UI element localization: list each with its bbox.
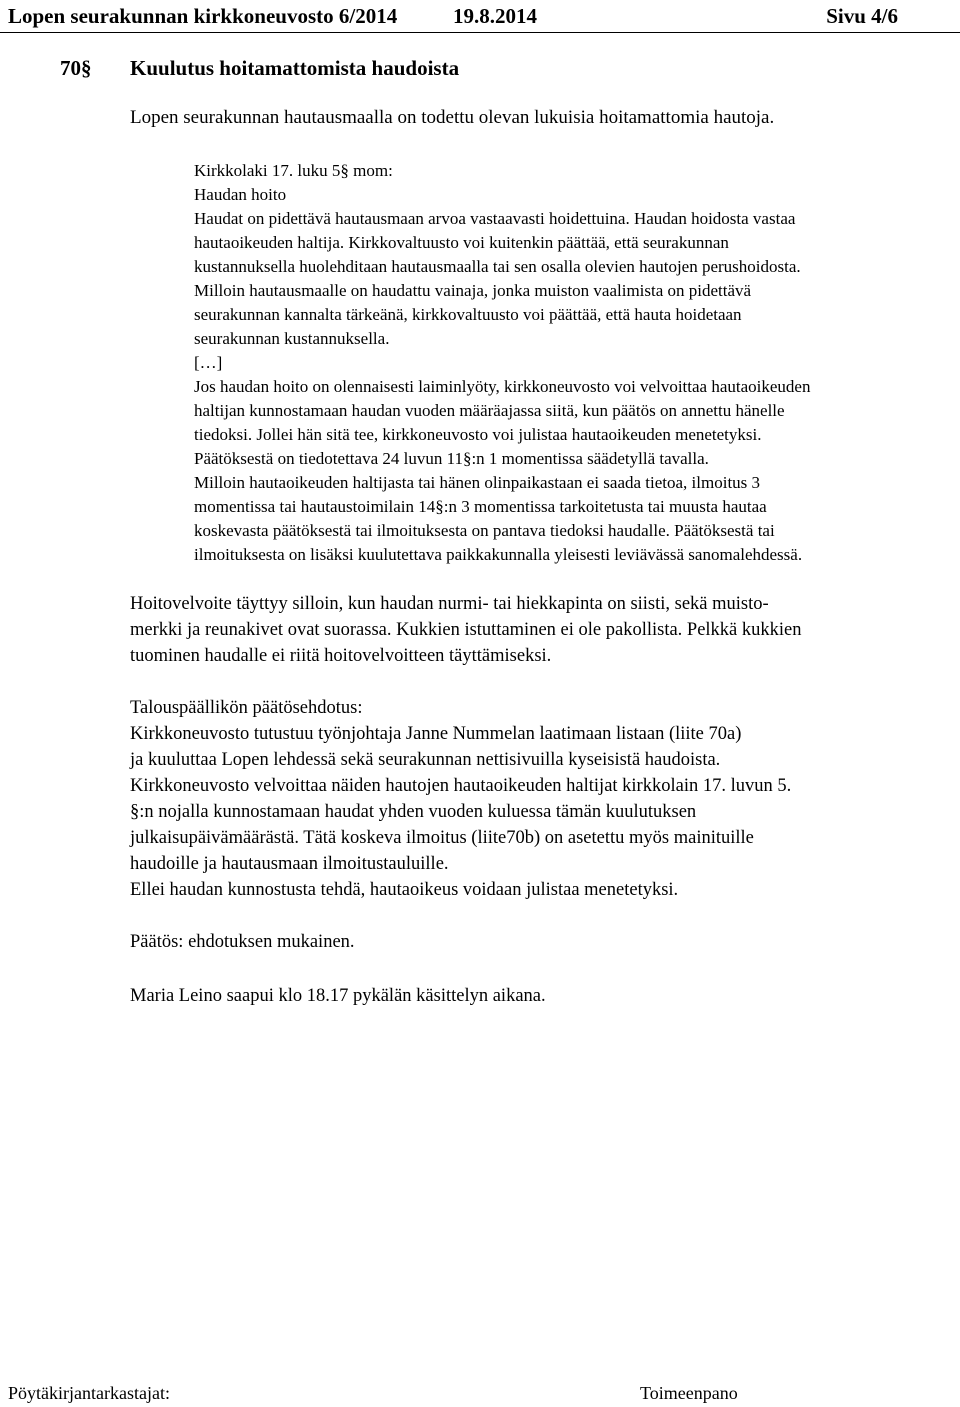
quote-line: Jos haudan hoito on olennaisesti laiminlyöty, kirkkoneuvosto voi velvoittaa hautaoikeuden [194, 377, 811, 396]
paragraph-line: Hoitovelvoite täyttyy silloin, kun haudan nurmi- tai hiekkapinta on siisti, sekä muisto- [130, 594, 769, 614]
quote-line: haltijan kunnostamaan haudan vuoden määräajassa siitä, kun päätös on annettu hänelle [194, 401, 785, 420]
maintenance-paragraph [130, 591, 955, 669]
paragraph-line: merkki ja reunakivet ovat suorassa. Kukkien istuttaminen ei ole pakollista. Pelkkä kukkien [130, 620, 802, 640]
quote-line: […] [194, 353, 223, 372]
paragraph-line: Kirkkoneuvosto tutustuu työnjohtaja Janne Nummelan laatimaan listaan (liite 70a) [130, 724, 742, 744]
quote-line: koskevasta päätöksestä tai ilmoituksesta on pantava tiedoksi haudalle. Päätöksestä tai [194, 521, 775, 540]
footer-implementation: Toimeenpano [640, 1383, 738, 1403]
intro-paragraph: Lopen seurakunnan hautausmaalla on todettu olevan lukuisia hoitamattomia hautoja. [130, 107, 775, 128]
paragraph-line: julkaisupäivämäärästä. Tätä koskeva ilmoitus (liite70b) on asetettu myös mainituille [130, 828, 754, 848]
paragraph-line: Kirkkoneuvosto velvoittaa näiden hautojen hautaoikeuden haltijat kirkkolain 17. luvun 5. [130, 776, 792, 796]
paragraph-line: tuominen haudalle ei riitä hoitovelvoitteen täyttämiseksi. [130, 646, 552, 666]
quote-line: seurakunnan kustannuksella. [194, 329, 390, 348]
quote-line: seurakunnan kannalta tärkeänä, kirkkovaltuusto voi päättää, että hauta hoidetaan [194, 305, 742, 324]
paragraph-line: ja kuuluttaa Lopen lehdessä sekä seurakunnan nettisivuilla kyseisistä haudoista. [130, 750, 721, 770]
decision-text: Päätös: ehdotuksen mukainen. [130, 932, 355, 952]
quote-line: tiedoksi. Jollei hän sitä tee, kirkkoneuvosto voi julistaa hautaoikeuden menetetyksi. [194, 425, 762, 444]
law-quote [194, 159, 954, 567]
paragraph-line: haudoille ja hautausmaan ilmoitustauluille. [130, 854, 449, 874]
paragraph-line: §:n nojalla kunnostamaan haudat yhden vuoden kuluessa tämän kuulutuksen [130, 802, 697, 822]
document-title: Lopen seurakunnan kirkkoneuvosto 6/2014 [8, 4, 398, 28]
note-paragraph [130, 983, 955, 1009]
quote-line: momentissa tai hautaustoimilain 14§:n 3 momentissa tarkoitetusta tai muusta hautaa [194, 497, 767, 516]
quote-line: Haudat on pidettävä hautausmaan arvoa vastaavasti hoidettuina. Haudan hoidosta vastaa [194, 209, 796, 228]
quote-line: Päätöksestä on tiedotettava 24 luvun 11§:n 1 momentissa säädetyllä tavalla. [194, 449, 709, 468]
quote-line: Haudan hoito [194, 185, 287, 204]
section-number: 70§ [60, 56, 92, 80]
quote-line: Kirkkolaki 17. luku 5§ mom: [194, 161, 393, 180]
quote-line: hautaoikeuden haltija. Kirkkovaltuusto voi kuitenkin päättää, että seurakunnan [194, 233, 729, 252]
meeting-date: 19.8.2014 [453, 4, 537, 28]
quote-line: Milloin hautaoikeuden haltijasta tai hänen olinpaikastaan ei saada tietoa, ilmoitus 3 [194, 473, 761, 492]
proposal-paragraph [130, 695, 955, 903]
paragraph-line: Talouspäällikön päätösehdotus: [130, 698, 363, 718]
paragraph-line: Ellei haudan kunnostusta tehdä, hautaoikeus voidaan julistaa menetetyksi. [130, 880, 679, 900]
header-rule [0, 32, 960, 33]
page-number: Sivu 4/6 [826, 4, 898, 28]
note-text: Maria Leino saapui klo 18.17 pykälän käsittelyn aikana. [130, 986, 546, 1006]
quote-line: ilmoituksesta on lisäksi kuulutettava paikkakunnalla yleisesti leviävässä sanomalehdessä. [194, 545, 803, 564]
section-title: Kuulutus hoitamattomista haudoista [130, 56, 460, 80]
quote-line: Milloin hautausmaalle on haudattu vainaja, jonka muiston vaalimista on pidettävä [194, 281, 752, 300]
decision-paragraph [130, 929, 955, 955]
quote-line: kustannuksella huolehditaan hautausmaalla tai sen osalla olevien hautojen perushoidosta. [194, 257, 801, 276]
footer-reviewers: Pöytäkirjantarkastajat: [8, 1383, 170, 1403]
